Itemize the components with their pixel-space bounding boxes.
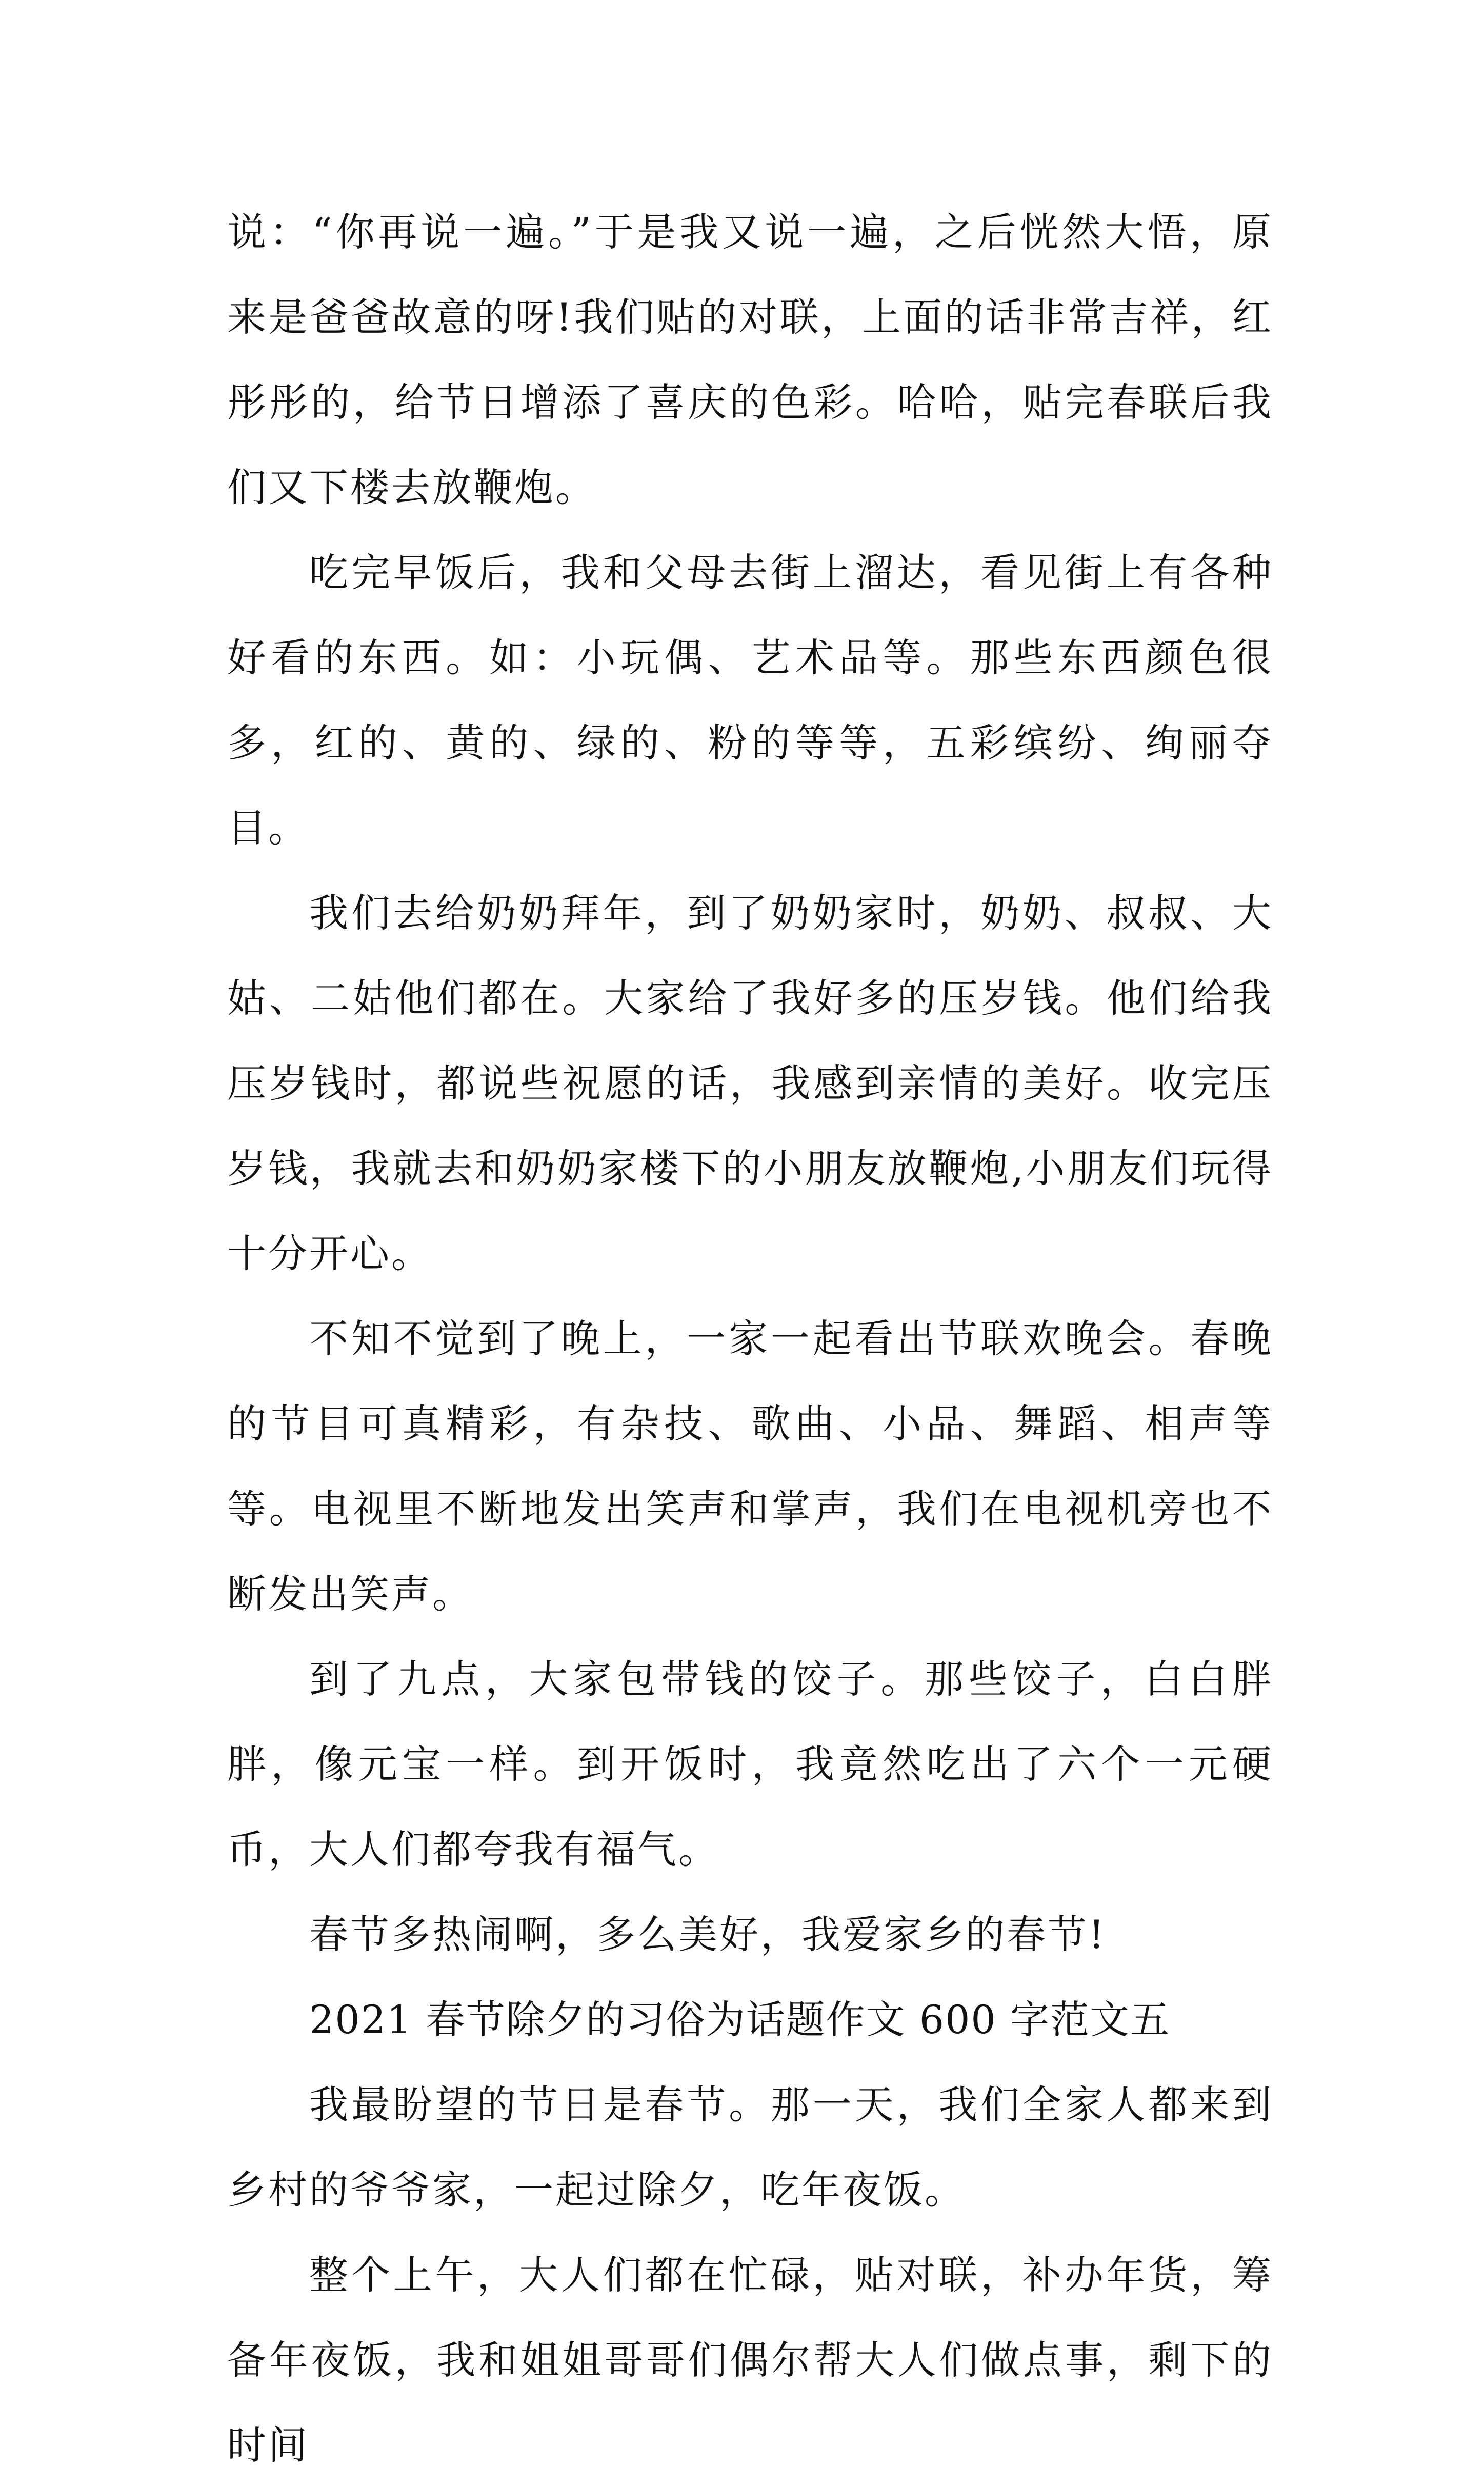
document-body bbox=[227, 190, 1273, 2488]
section-heading: 2021 春节除夕的习俗为话题作文 600 字范文五 bbox=[309, 1997, 1170, 2042]
paragraph-5: 到了九点，大家包带钱的饺子。那些饺子，白白胖胖，像元宝一样。到开饭时，我竟然吃出了六个一元硬币，大人们都夸我有福气。 bbox=[227, 1656, 1273, 1872]
paragraph-3: 我们去给奶奶拜年，到了奶奶家时，奶奶、叔叔、大姑、二姑他们都在。大家给了我好多的压岁钱。他们给我压岁钱时，都说些祝愿的话，我感到亲情的美好。收完压岁钱，我就去和奶奶家楼下的小朋友放鞭炮,小朋友们玩得十分开心。 bbox=[227, 890, 1273, 1276]
paragraph-4: 不知不觉到了晚上，一家一起看出节联欢晚会。春晚的节目可真精彩，有杂技、歌曲、小品、舞蹈、相声等等。电视里不断地发出笑声和掌声，我们在电视机旁也不断发出笑声。 bbox=[227, 1316, 1273, 1617]
paragraph-8: 整个上午，大人们都在忙碌，贴对联，补办年货，筹备年夜饭，我和姐姐哥哥们偶尔帮大人们做点事，剩下的时间 bbox=[227, 2252, 1273, 2468]
paragraph-6: 春节多热闹啊，多么美好，我爱家乡的春节! bbox=[309, 1912, 1107, 1957]
paragraph-1: 说：“你再说一遍。”于是我又说一遍，之后恍然大悟，原来是爸爸故意的呀!我们贴的对联，上面的话非常吉祥，红彤彤的，给节日增添了喜庆的色彩。哈哈，贴完春联后我们又下楼去放鞭炮。 bbox=[227, 209, 1273, 510]
paragraph-7: 我最盼望的节日是春节。那一天，我们全家人都来到乡村的爷爷家，一起过除夕，吃年夜饭。 bbox=[227, 2082, 1273, 2213]
paragraph-2: 吃完早饭后，我和父母去街上溜达，看见街上有各种好看的东西。如：小玩偶、艺术品等。那些东西颜色很多，红的、黄的、绿的、粉的等等，五彩缤纷、绚丽夺目。 bbox=[227, 550, 1273, 851]
